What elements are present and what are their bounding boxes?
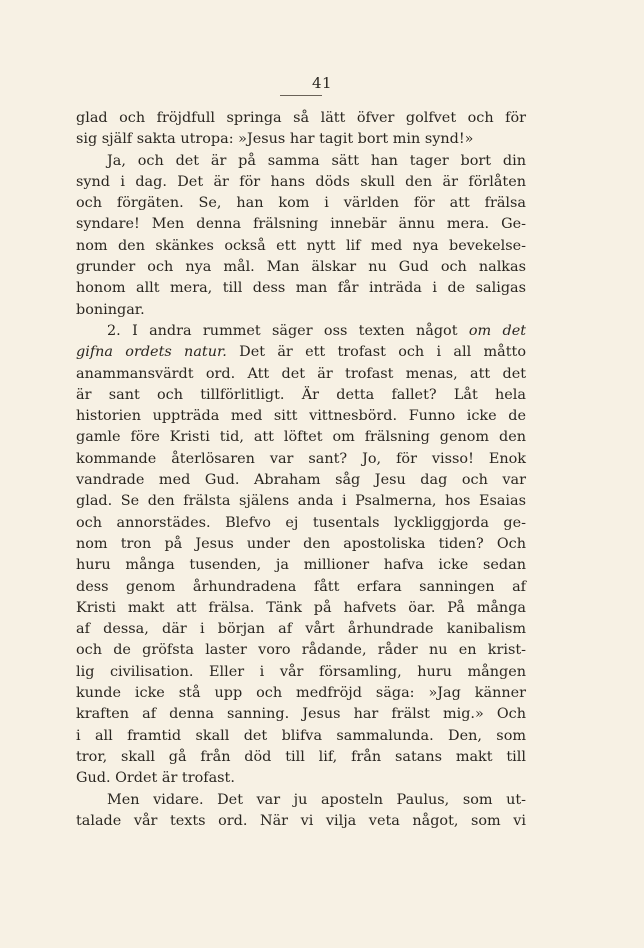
text-line: Ja, och det är på samma sätt han tager bort din: [107, 152, 526, 169]
text-line: huru många tusenden, ja millioner hafva icke sedan: [76, 557, 526, 574]
text-line: talade vår texts ord. När vi vilja veta något, som vi: [76, 812, 526, 829]
text-line: nom tron på Jesus under den apostoliska tiden? Och: [76, 535, 526, 552]
text-line: dess genom århundradena fått erfara sanningen af: [76, 578, 526, 595]
text-line: grunder och nya mål. Man älskar nu Gud och nalkas: [76, 259, 526, 276]
text-line: Men vidare. Det var ju aposteln Paulus, som ut-: [107, 791, 526, 808]
text-line: nom den skänkes också ett nytt lif med nya bevekelse-: [76, 237, 526, 254]
page-number: 41: [311, 74, 333, 92]
line-text: 2. I andra rummet säger oss texten något: [107, 322, 469, 339]
header-rule: [280, 95, 322, 96]
text-line: lig civilisation. Eller i vår församling, huru mången: [76, 663, 526, 680]
italic-phrase: om det: [468, 322, 526, 339]
text-line: glad. Se den frälsta själens anda i Psalmerna, hos Esaias: [76, 493, 526, 510]
text-line: kommande återlösaren var sant? Jo, för visso! Enok: [76, 450, 526, 467]
text-line: sig själf sakta utropa: »Jesus har tagit bort min synd!»: [76, 131, 474, 148]
text-line: Kristi makt att frälsa. Tänk på hafvets öar. På många: [76, 599, 526, 616]
text-line: anammansvärdt ord. Att det är trofast menas, att det: [76, 365, 526, 382]
text-line: gamle före Kristi tid, att löftet om frälsning genom den: [76, 429, 526, 446]
line-text: Det är ett trofast och i all måtto: [226, 344, 526, 361]
text-line: boningar.: [76, 301, 145, 318]
text-line: och förgäten. Se, han kom i världen för att frälsa: [76, 195, 526, 212]
text-line: i all framtid skall det blifva sammalunda. Den, som: [76, 727, 526, 744]
text-line: och annorstädes. Blefvo ej tusentals lyckliggjorda ge-: [76, 514, 526, 531]
text-line: Gud. Ordet är trofast.: [76, 770, 235, 787]
text-line: kunde icke stå upp och medfröjd säga: »Jag känner: [76, 685, 526, 702]
body-text: [76, 108, 526, 832]
italic-phrase: gifna ordets natur.: [76, 344, 227, 361]
text-line: honom allt mera, till dess man får inträda i de saligas: [76, 280, 526, 297]
text-line: glad och fröjdfull springa så lätt öfver golfvet och för: [76, 110, 526, 126]
text-line: syndare! Men denna frälsning innebär ännu mera. Ge-: [76, 216, 526, 233]
text-line: [76, 321, 526, 342]
text-line: och de gröfsta laster voro rådande, råder nu en krist-: [76, 642, 526, 659]
text-line: tror, skall gå från död till lif, från satans makt till: [76, 748, 526, 765]
text-line: är sant och tillförlitligt. Är detta fallet? Låt hela: [76, 386, 526, 403]
text-line: af dessa, där i början af vårt århundrade kanibalism: [76, 621, 526, 638]
text-line: synd i dag. Det är för hans döds skull den är förlåten: [76, 173, 526, 190]
text-line: [76, 342, 526, 363]
text-line: kraften af denna sanning. Jesus har frälst mig.» Och: [76, 706, 526, 723]
text-line: vandrade med Gud. Abraham såg Jesu dag och var: [76, 472, 526, 489]
text-line: historien uppträda med sitt vittnesbörd. Funno icke de: [76, 408, 526, 425]
